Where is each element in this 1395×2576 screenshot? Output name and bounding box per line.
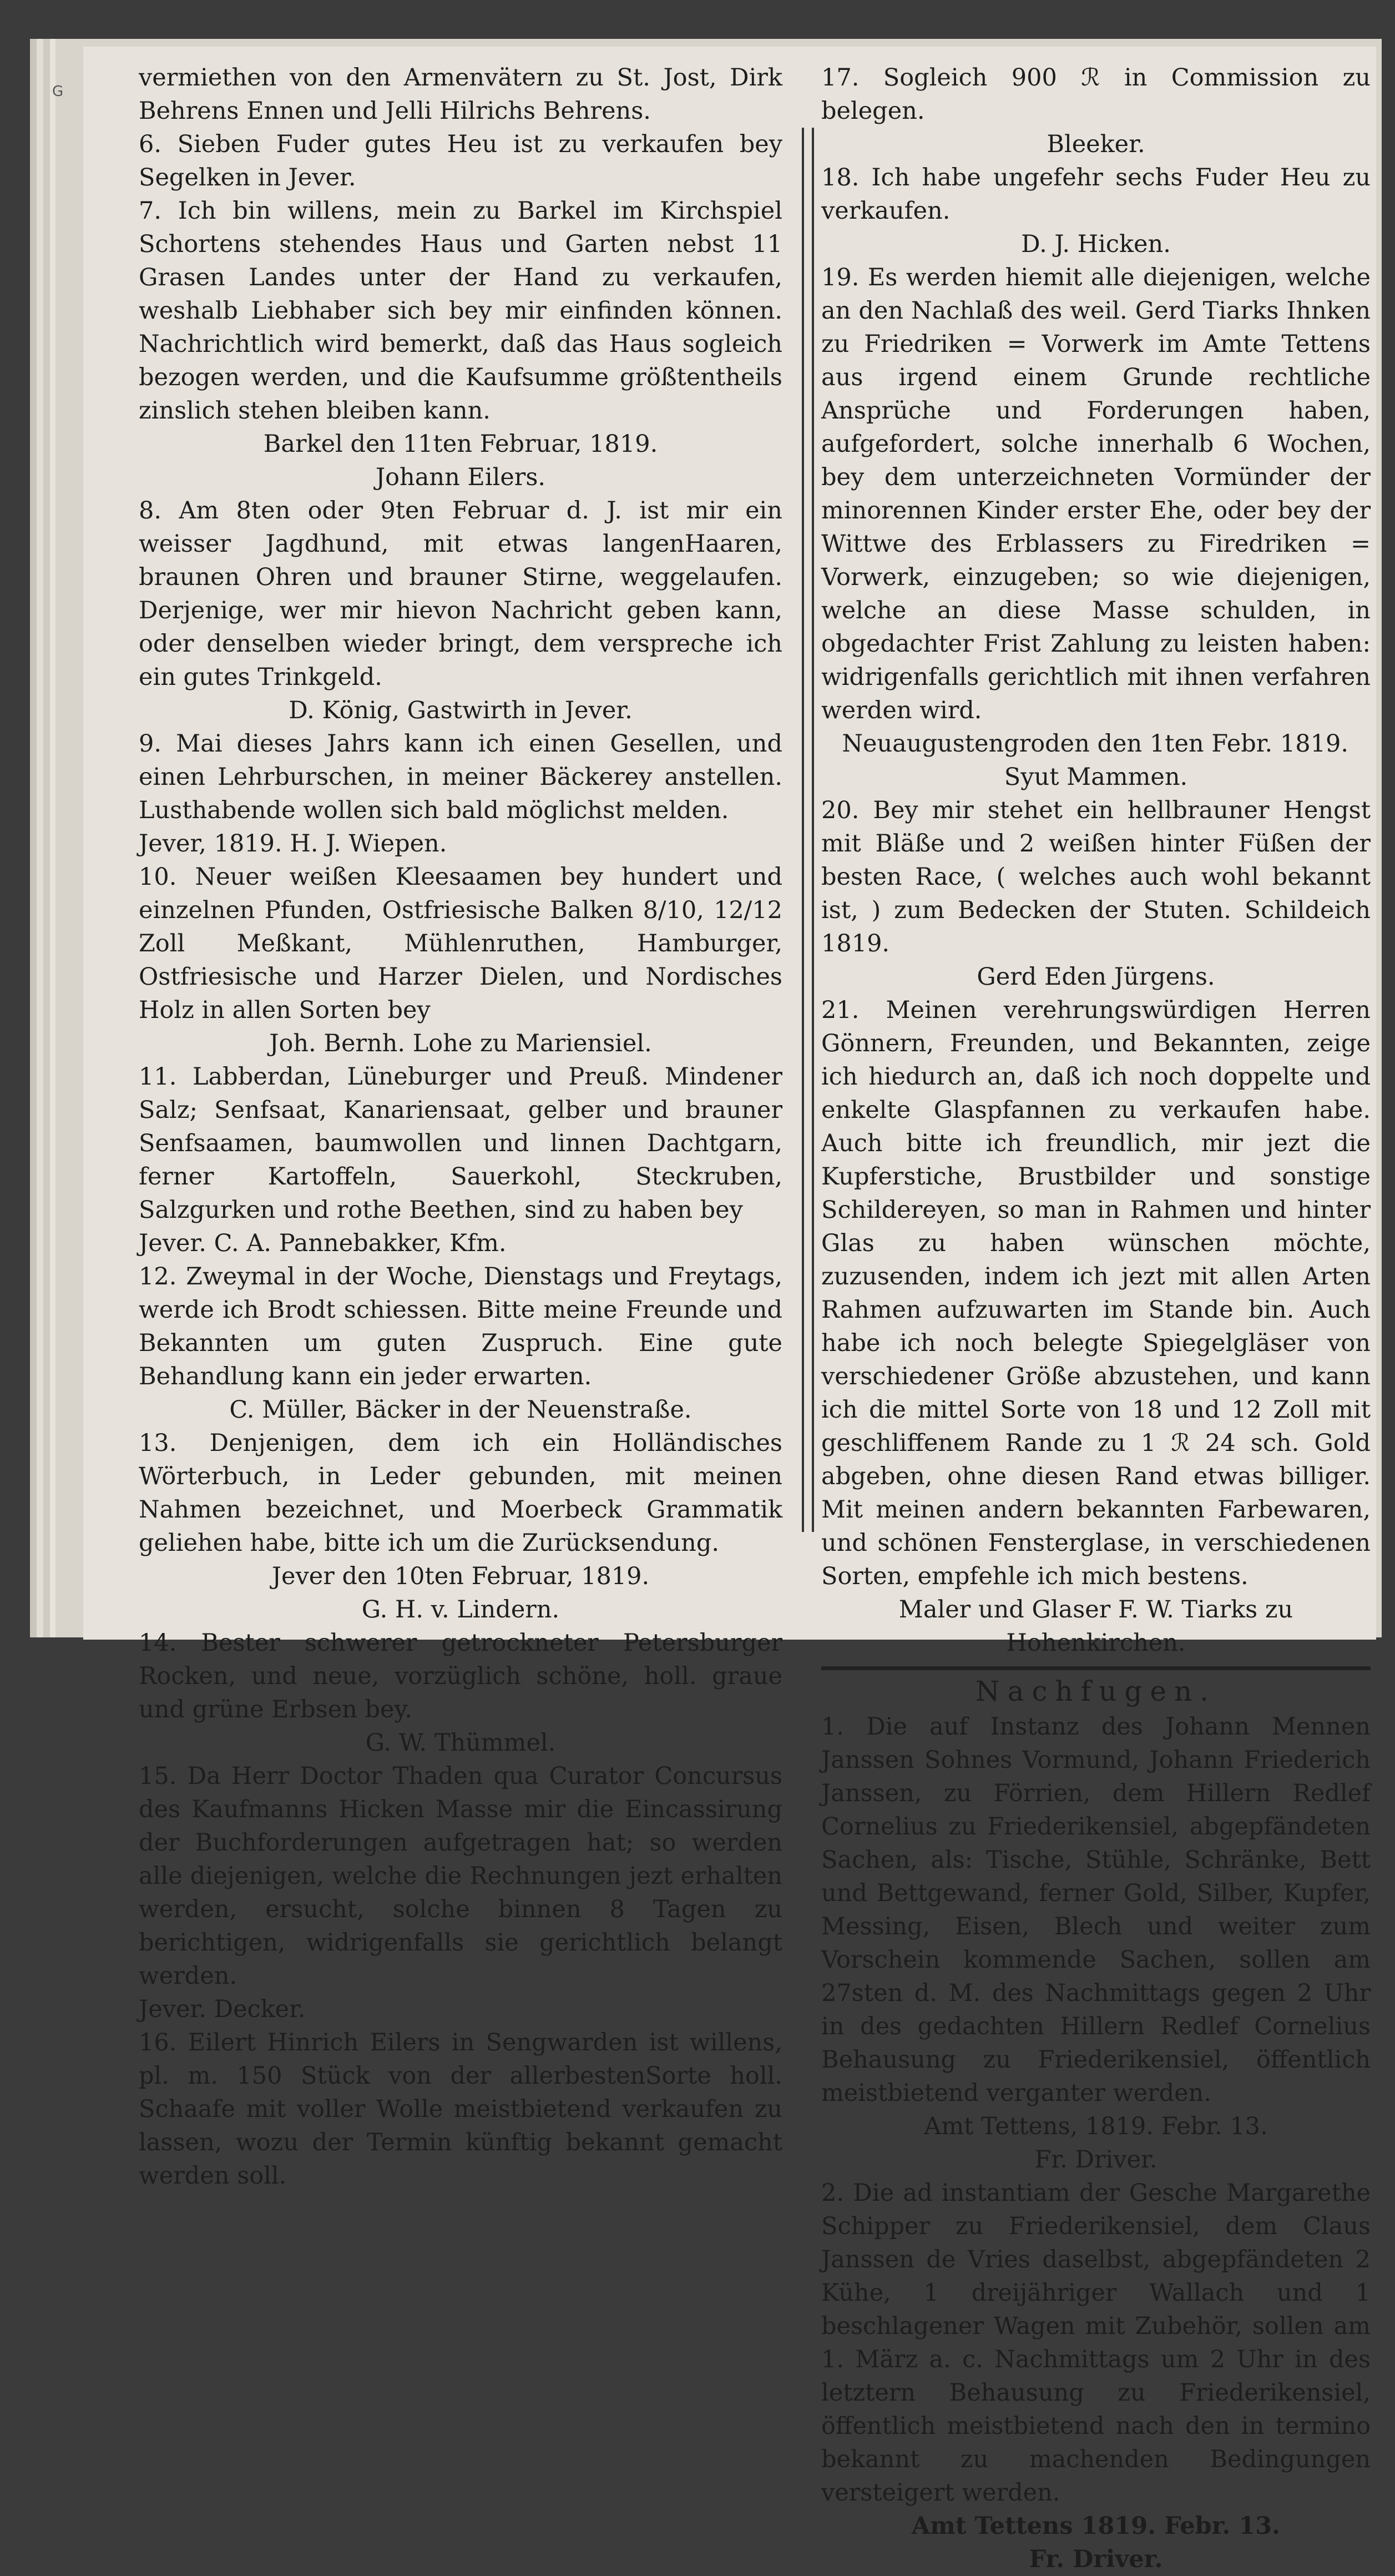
notice-signature: D. J. Hicken. [1021,230,1171,258]
notice-signature: Maler und Glaser F. W. Tiarks zu Hohenkirchen. [898,1596,1293,1657]
notice-signature: Fr. Driver. [1034,2146,1158,2174]
column-separator [802,128,814,1532]
notice-signature: Barkel den 11ten Februar, 1819. [263,430,658,458]
notice-paragraph: 13. Denjenigen, dem ich ein Holländisches Wörterbuch, in Leder gebunden, mit meinen Nahmen bezeichnet, und Moerbeck Grammatik geliehen habe, bitte ich um die Zurücksendung. [139,1429,782,1557]
notice-signature: Bleeker. [1047,130,1145,158]
notice-paragraph: 6. Sieben Fuder gutes Heu ist zu verkaufen bey Segelken in Jever. [139,130,782,191]
notice-paragraph: 9. Mai dieses Jahrs kann ich einen Gesellen, und einen Lehrburschen, in meiner Bäckerey anstellen. Lusthabende wollen sich bald möglichst melden. [139,730,782,824]
notice-paragraph: 11. Labberdan, Lüneburger und Preuß. Mindener Salz; Senfsaat, Kanariensaat, gelber und brauner Senfsaamen, baumwollen und linnen Dachtgarn, ferner Kartoffeln, Sauerkohl, Steckruben, Salzgurken und rothe Beethen, sind zu haben bey [139,1063,782,1224]
notice-paragraph: vermiethen von den Armenvätern zu St. Jost, Dirk Behrens Ennen und Jelli Hilrichs Behrens. [139,64,782,125]
notice-paragraph: 7. Ich bin willens, mein zu Barkel im Kirchspiel Schortens stehendes Haus und Garten nebst 11 Grasen Landes unter der Hand zu verkaufen, weshalb Liebhaber sich bey mir einfinden können. Nachrichtlich wird bemerkt, daß das Haus sogleich bezogen werden, und die Kaufsumme größtentheils zinslich stehen bleiben kann. [139,197,782,425]
notice-signature: Amt Tettens, 1819. Febr. 13. [924,2113,1268,2140]
notice-signature: C. Müller, Bäcker in der Neuenstraße. [229,1396,692,1424]
notice-signature: Joh. Bernh. Lohe zu Mariensiel. [269,1030,652,1057]
notice-paragraph: Jever, 1819. H. J. Wiepen. [139,830,447,858]
right-column [821,61,1371,2576]
section-title: Nachfugen. [975,1675,1217,1707]
notice-signature: Neuaugustengroden den 1ten Febr. 1819. [842,730,1348,758]
notice-signature: Fr. Driver. [1029,2545,1163,2573]
notice-signature: G. H. v. Lindern. [361,1596,560,1624]
notice-signature: Syut Mammen. [1004,763,1188,791]
notice-paragraph: Jever. C. A. Pannebakker, Kfm. [139,1229,507,1257]
notice-paragraph: 18. Ich habe ungefehr sechs Fuder Heu zu verkaufen. [821,164,1371,225]
notice-paragraph: 12. Zweymal in der Woche, Dienstags und Freytags, werde ich Brodt schiessen. Bitte meine Freunde und Bekannten um guten Zuspruch. Eine gute Behandlung kann ein jeder erwarten. [139,1263,782,1390]
notice-signature: Jever den 10ten Februar, 1819. [271,1562,650,1590]
notice-paragraph: 8. Am 8ten oder 9ten Februar d. J. ist mir ein weisser Jagdhund, mit etwas langenHaaren, braunen Ohren und brauner Stirne, weggelaufen. Derjenige, wer mir hievon Nachricht geben kann, oder denselben wieder bringt, dem verspreche ich ein gutes Trinkgeld. [139,497,782,691]
notice-paragraph: Jever. Decker. [139,1995,306,2023]
notice-paragraph: 10. Neuer weißen Kleesaamen bey hundert und einzelnen Pfunden, Ostfriesische Balken 8/10, 12/12 Zoll Meßkant, Mühlenruthen, Hamburger, Ostfriesische und Harzer Dielen, und Nordisches Holz in allen Sorten bey [139,863,782,1024]
notice-paragraph: 14. Bester schwerer getrockneter Petersburger Rocken, und neue, vorzüglich schöne, holl. graue und grüne Erbsen bey. [139,1629,782,1723]
notice-paragraph: 17. Sogleich 900 ℛ in Commission zu belegen. [821,64,1371,125]
notice-signature: D. König, Gastwirth in Jever. [289,697,633,724]
notice-paragraph: 2. Die ad instantiam der Gesche Margarethe Schipper zu Friederikensiel, dem Claus Janssen de Vries daselbst, abgepfändeten 2 Kühe, 1 dreijähriger Wallach und 1 beschlagener Wagen mit Zubehör, sollen am 1. März a. c. Nachmittags um 2 Uhr in des letztern Behausung zu Friederikensiel, öffentlich meistbietend nach den in termino bekannt zu machenden Bedingungen versteigert werden. [821,2179,1371,2507]
notice-paragraph: 16. Eilert Hinrich Eilers in Sengwarden ist willens, pl. m. 150 Stück von der allerbestenSorte holl. Schaafe mit voller Wolle meistbietend verkaufen zu lassen, wozu der Termin künftig bekannt gemacht werden soll. [139,2029,782,2190]
notice-signature: Amt Tettens 1819. Febr. 13. [911,2512,1281,2540]
notice-paragraph: 21. Meinen verehrungswürdigen Herren Gönnern, Freunden, und Bekannten, zeige ich hiedurch an, daß ich noch doppelte und enkelte Glaspfannen zu verkaufen habe. Auch bitte ich freundlich, mir jezt die Kupferstiche, Brustbilder und sonstige Schildereyen, so man in Rahmen und hinter Glas zu haben wünschen möchte, zuzusenden, indem ich jezt mit allen Arten Rahmen aufzuwarten im Stande bin. Auch habe ich noch belegte Spiegelgläser von verschiedener Größe abzustehen, und kann ich die mittel Sorte von 18 und 12 Zoll mit geschliffenem Rande zu 1 ℛ 24 sch. Gold abgeben, ohne diesen Rand etwas billiger. Mit meinen andern bekannten Farbewaren, und schönen Fensterglase, in verschiedenen Sorten, empfehle ich mich bestens. [821,996,1371,1590]
notice-paragraph: 1. Die auf Instanz des Johann Mennen Janssen Sohnes Vormund, Johann Friederich Janssen, zu Förrien, dem Hillern Redlef Cornelius zu Friederikensiel, abgepfändeten Sachen, als: Tische, Stühle, Schränke, Bett und Bettgewand, ferner Gold, Silber, Kupfer, Messing, Eisen, Blech und weiter zum Vorschein kommende Sachen, sollen am 27sten d. M. des Nachmittags gegen 2 Uhr in des gedachten Hillern Redlef Cornelius Behausung zu Friederikensiel, öffentlich meistbietend verganter werden. [821,1713,1371,2107]
left-column [139,61,782,2192]
notice-signature: G. W. Thümmel. [365,1729,556,1757]
notice-paragraph: 15. Da Herr Doctor Thaden qua Curator Concursus des Kaufmanns Hicken Masse mir die Eincassirung der Buchforderungen aufgetragen hat; so werden alle diejenigen, welche die Rechnungen jezt erhalten werden, ersucht, solche binnen 8 Tagen zu berichtigen, widrigenfalls sie gerichtlich belangt werden. [139,1762,782,1990]
notice-paragraph: 19. Es werden hiemit alle diejenigen, welche an den Nachlaß des weil. Gerd Tiarks Ihnken zu Friedriken = Vorwerk im Amte Tettens aus irgend einem Grunde rechtliche Ansprüche und Forderungen haben, aufgefordert, solche innerhalb 6 Wochen, bey dem unterzeichneten Vormünder der minorennen Kinder erster Ehe, oder bey der Wittwe des Erblassers zu Firedriken = Vorwerk, einzugeben; so wie diejenigen, welche an diese Masse schulden, in obgedachter Frist Zahlung zu leisten haben: widrigenfalls gerichtlich mit ihnen verfahren werden wird. [821,264,1371,724]
notice-signature: Gerd Eden Jürgens. [977,963,1215,991]
notice-paragraph: 20. Bey mir stehet ein hellbrauner Hengst mit Bläße und 2 weißen hinter Füßen der besten Race, ( welches auch wohl bekannt ist, ) zum Bedecken der Stuten. Schildeich 1819. [821,797,1371,957]
section-rule [821,1666,1371,1670]
notice-signature: Johann Eilers. [375,463,546,491]
edge-label: G [52,83,64,100]
